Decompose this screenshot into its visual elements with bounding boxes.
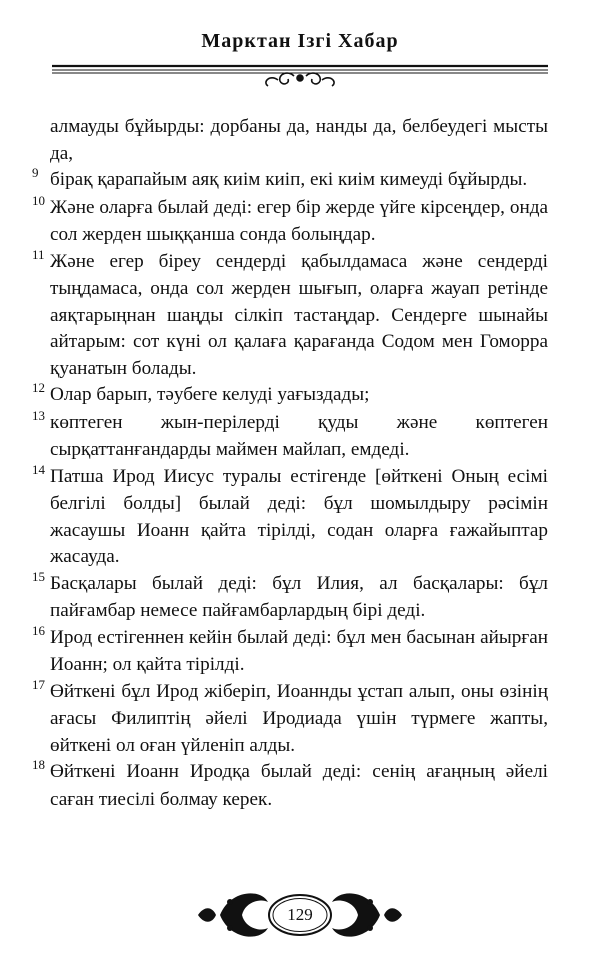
verse-paragraph <box>32 676 548 760</box>
verse-text: көптеген жын-перілерді қуды және көптеген сырқаттанғандарды маймен майлап, емдеді. <box>50 411 548 460</box>
verse-text: бірақ қарапайым аяқ киім киіп, екі киім кимеуді бұйырды. <box>50 169 528 190</box>
verse-paragraph <box>32 165 548 195</box>
verse-paragraph <box>32 192 548 249</box>
verse-text: Өйткені Иоанн Иродқа былай деді: сенің ағаңның әйелі саған тиесілі болмау керек. <box>50 761 548 810</box>
verse-text: Және егер біреу сендерді қабылдамаса және сендерді тыңдамаса, онда сол жерден шығып, оларға жауап ретінде аяқтарыңнан шаңды сілкіп тастаңдар. Сендерге шынайы айтарым: сот күні ол қалаға қарағанда Содом мен Гоморра қуанатын болады. <box>50 250 548 379</box>
verse-number: 10 <box>32 192 45 208</box>
verse-text: Басқалары былай деді: бұл Илия, ал басқалары: бұл пайғамбар немесе пайғамбарлардың бірі деді. <box>50 572 548 621</box>
page-number: 129 <box>287 905 313 924</box>
verse-list <box>32 165 548 813</box>
verse-paragraph <box>32 757 548 813</box>
verse-number: 9 <box>32 165 39 180</box>
verse-number: 12 <box>32 380 45 395</box>
header-rule-ornament <box>52 60 548 90</box>
verse-number: 14 <box>32 461 45 477</box>
verse-number: 18 <box>32 757 45 772</box>
verse-text: Патша Ирод Иисус туралы естігенде [өйткені Оның есімі белгілі болды] былай деді: бұл шомылдыру рәсімін жасаушы Иоанн қайта тірілді, содан оларға ғажайыптар жасауда. <box>50 465 548 567</box>
verse-number: 11 <box>32 246 45 262</box>
verse-text: Олар барып, тәубеге келуді уағыздады; <box>50 384 370 405</box>
page-header-title: Марктан Ізгі Хабар <box>201 30 399 52</box>
verse-paragraph <box>32 407 548 464</box>
verse-number: 17 <box>32 676 45 692</box>
verse-text: Және оларға былай деді: егер бір жерде үйге кірсеңдер, онда сол жерден шыққанша сонда болыңдар. <box>50 196 548 245</box>
verse-paragraph <box>32 461 548 571</box>
intro-paragraph: алмауды бұйырды: дорбаны да, нанды да, белбеудегі мысты да, <box>50 116 548 164</box>
verse-paragraph <box>32 568 548 625</box>
verse-number: 13 <box>32 407 45 423</box>
verse-text: Ирод естігеннен кейін былай деді: бұл мен басынан айырған Иоанн; ол қайта тірілді. <box>50 626 548 675</box>
verse-number: 15 <box>32 568 45 584</box>
verse-content <box>32 114 548 813</box>
verse-paragraph <box>32 246 548 383</box>
verse-text: Өйткені бұл Ирод жіберіп, Иоаннды ұстап алып, оны өзінің ағасы Филиптің әйелі Иродиада үшін түрмеге жапты, өйткені ол оған үйленіп алды. <box>50 680 548 756</box>
verse-paragraph <box>32 380 548 410</box>
verse-number: 16 <box>32 622 45 638</box>
verse-paragraph <box>32 622 548 679</box>
